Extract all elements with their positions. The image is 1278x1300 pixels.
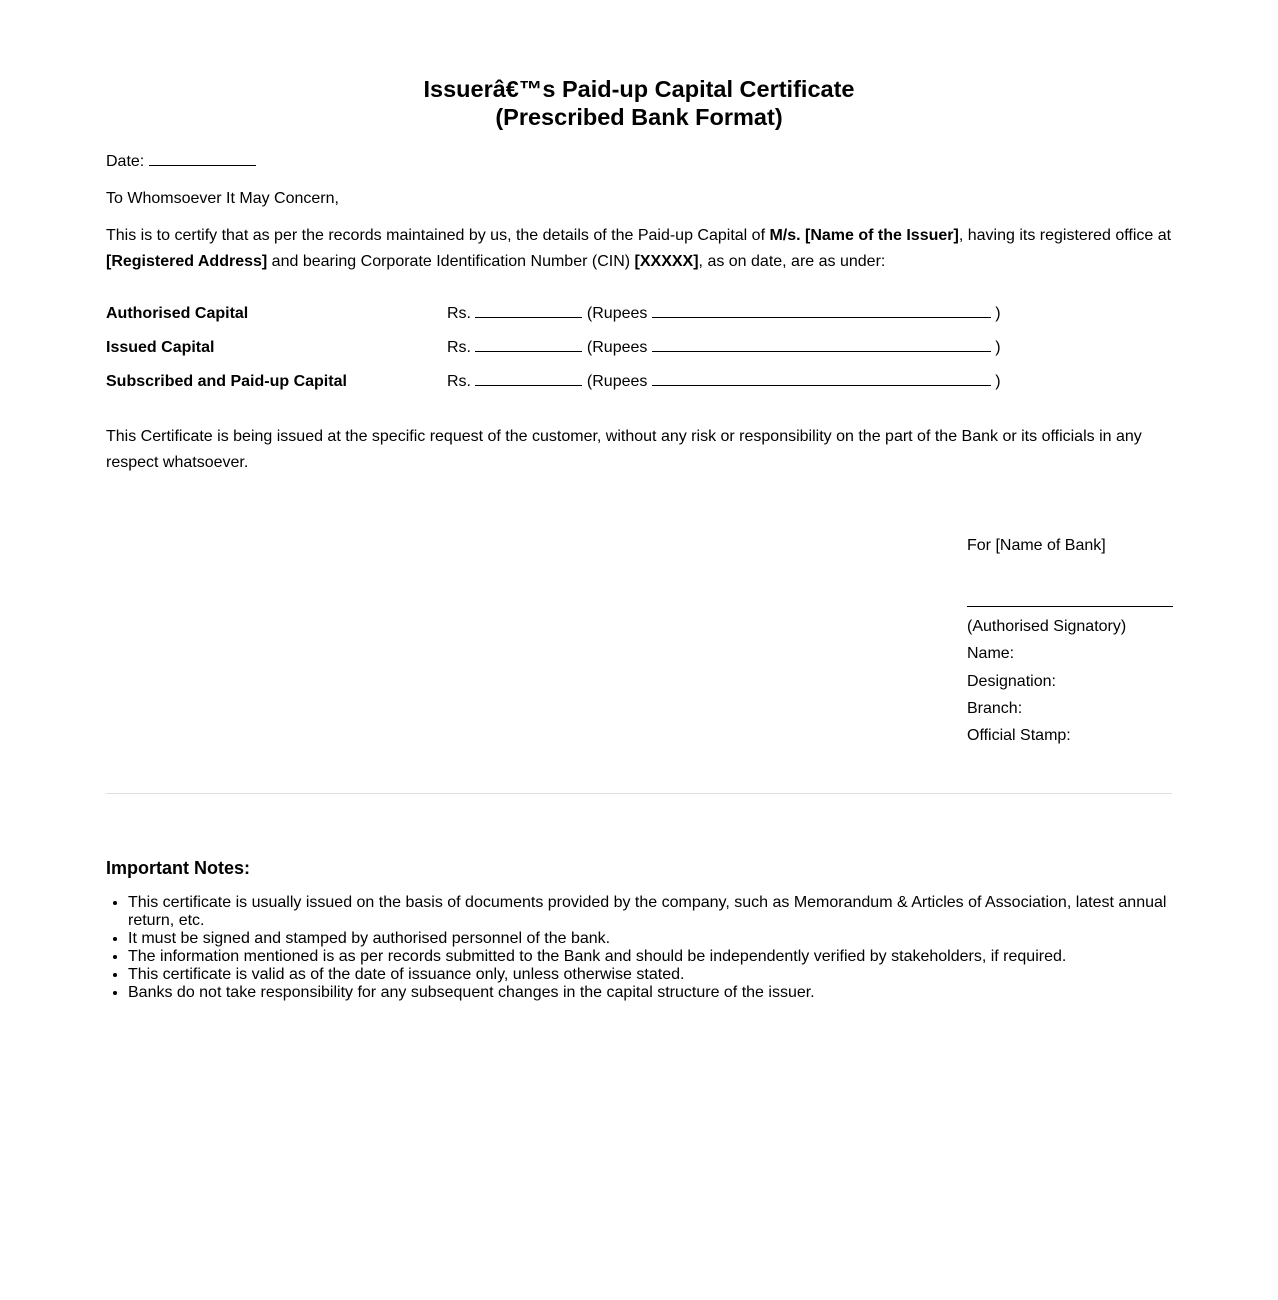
rs-label: Rs. — [447, 305, 471, 322]
note-item: • It must be signed and stamped by authorised personnel of the bank. — [128, 930, 1172, 948]
date-label: Date: — [106, 153, 145, 170]
capital-values — [447, 303, 1001, 325]
registered-address: [Registered Address] — [106, 253, 268, 270]
salutation: To Whomsoever It May Concern, — [106, 190, 339, 207]
authorised-signatory: (Authorised Signatory) — [967, 618, 1127, 635]
rs-label: Rs. — [447, 339, 471, 356]
branch-label: Branch: — [967, 700, 1023, 717]
capital-label: Subscribed and Paid-up Capital — [106, 373, 347, 390]
rs-label: Rs. — [447, 373, 471, 390]
note-item: • This certificate is usually issued on the basis of documents provided by the company, such as Memorandum & Articles of Association, latest annual return, etc. — [128, 894, 1172, 930]
signature-line — [967, 606, 1173, 607]
signatory-name-label: Name: — [967, 645, 1015, 662]
rupees-label: (Rupees — [586, 339, 648, 356]
date-line — [106, 151, 256, 172]
date-blank — [149, 151, 256, 166]
notes-heading: Important Notes: — [106, 858, 250, 878]
document-title — [0, 75, 1278, 131]
certify-text-3: and bearing Corporate Identification Number (CIN) — [267, 253, 635, 270]
notes-list — [106, 894, 1172, 1002]
amount-blank — [475, 371, 582, 386]
capital-values — [447, 371, 1001, 393]
rupees-label: (Rupees — [586, 305, 648, 322]
capital-row-authorised — [106, 303, 1106, 325]
issuer-name: M/s. [Name of the Issuer] — [769, 227, 959, 244]
certify-text-2: , having its registered office at — [958, 227, 1172, 244]
close-paren: ) — [995, 305, 1001, 322]
amount-blank — [475, 337, 582, 352]
close-paren: ) — [995, 373, 1001, 390]
official-stamp-label: Official Stamp: — [967, 727, 1071, 744]
certify-text-1: This is to certify that as per the records maintained by us, the details of the Paid-up Capital of — [106, 227, 770, 244]
certify-paragraph — [106, 223, 1176, 275]
section-divider — [106, 793, 1172, 794]
note-item: • This certificate is valid as of the date of issuance only, unless otherwise stated. — [128, 966, 1172, 984]
designation-label: Designation: — [967, 673, 1056, 690]
title-line-1: Issuerâ€™s Paid-up Capital Certificate — [423, 76, 855, 102]
capital-row-subscribed — [106, 371, 1106, 393]
note-item: • The information mentioned is as per records submitted to the Bank and should be independently verified by stakeholders, if required. — [128, 948, 1172, 966]
amount-words-blank — [652, 303, 991, 318]
capital-label: Issued Capital — [106, 339, 215, 356]
for-bank: For [Name of Bank] — [967, 537, 1106, 554]
capital-values — [447, 337, 1001, 359]
amount-words-blank — [652, 371, 991, 386]
certify-text-4: , as on date, are as under: — [698, 253, 886, 270]
close-paren: ) — [995, 339, 1001, 356]
amount-words-blank — [652, 337, 991, 352]
capital-label: Authorised Capital — [106, 305, 249, 322]
disclaimer-paragraph: This Certificate is being issued at the specific request of the customer, without any risk or responsibility on the part of the Bank or its officials in any respect whatsoever. — [106, 428, 1142, 471]
amount-blank — [475, 303, 582, 318]
capital-row-issued — [106, 337, 1106, 359]
cin-number: [XXXXX] — [634, 253, 699, 270]
note-item: • Banks do not take responsibility for any subsequent changes in the capital structure of the issuer. — [128, 984, 1172, 1002]
title-line-2: (Prescribed Bank Format) — [495, 104, 783, 130]
rupees-label: (Rupees — [586, 373, 648, 390]
